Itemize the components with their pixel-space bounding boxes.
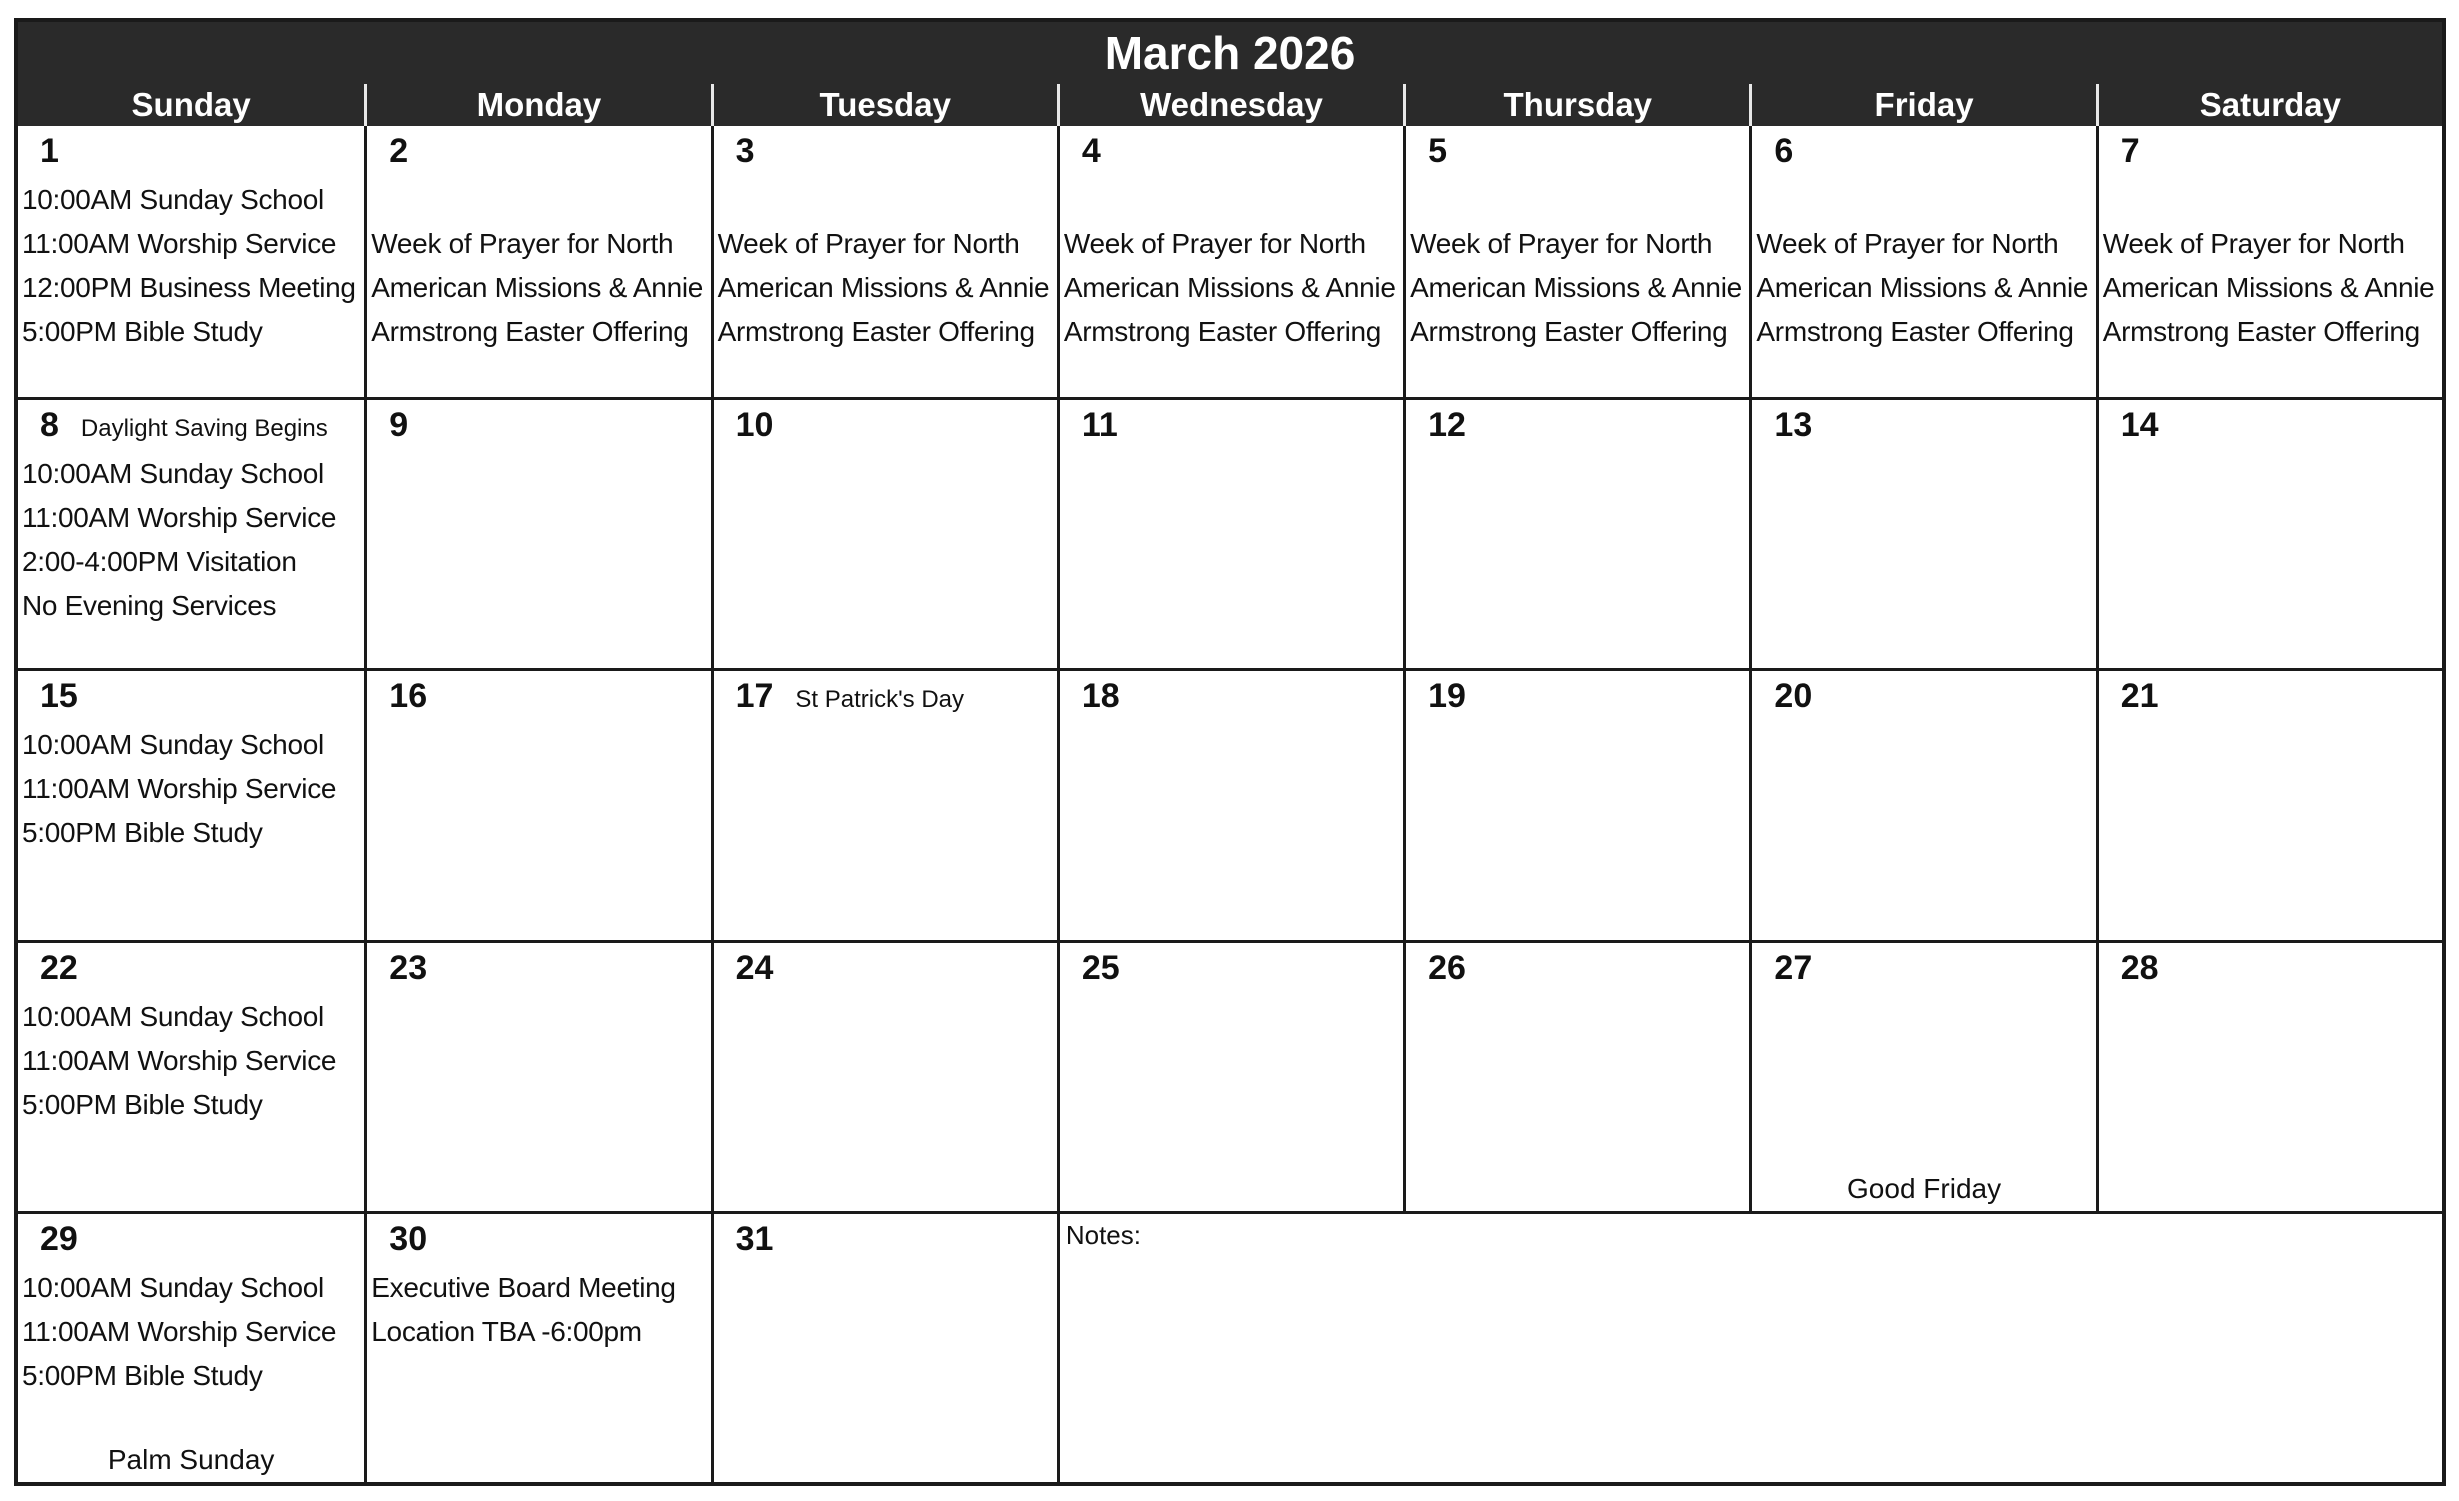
date-number: 19 <box>1428 677 1466 716</box>
date-number: 17 <box>735 677 774 716</box>
date-number: 27 <box>1774 948 1813 987</box>
weekday-header-tuesday: Tuesday <box>711 84 1057 126</box>
event-item: 11:00AM Worship Service <box>22 228 337 259</box>
event-item: American Missions & Annie <box>2102 272 2435 303</box>
date-number: 7 <box>2120 132 2140 170</box>
date-line <box>371 1220 710 1266</box>
date-number: 6 <box>1774 132 1794 170</box>
day-cell <box>1749 397 2095 668</box>
event-item: Week of Prayer for North <box>717 228 1020 259</box>
date-line <box>22 677 364 723</box>
weekday-header-wednesday: Wednesday <box>1057 84 1403 126</box>
date-line <box>718 1220 1057 1266</box>
date-line <box>1064 949 1403 995</box>
date-line <box>1756 406 2095 452</box>
weekday-header-sunday: Sunday <box>131 86 251 123</box>
day-cell <box>1057 397 1403 668</box>
event-item: No Evening Services <box>22 590 277 622</box>
date-line <box>1410 132 1749 178</box>
date-number: 29 <box>40 1219 78 1258</box>
day-cell <box>2096 126 2442 397</box>
event-item: 10:00AM Sunday School <box>22 1000 324 1032</box>
date-line <box>1756 132 2095 178</box>
date-number: 9 <box>389 406 409 445</box>
day-cell <box>18 668 364 939</box>
day-cell <box>1749 126 2095 397</box>
date-line <box>718 949 1057 995</box>
event-item: Armstrong Easter Offering <box>2102 316 2420 347</box>
event-item: American Missions & Annie <box>717 272 1050 303</box>
calendar-grid <box>18 126 2442 1482</box>
event-item: Week of Prayer for North <box>2102 228 2405 259</box>
day-cell <box>711 1211 1057 1482</box>
date-number: 13 <box>1774 406 1813 445</box>
event-list <box>22 723 364 855</box>
weekday-header-saturday: Saturday <box>2096 84 2442 126</box>
event-item: 11:00AM Worship Service <box>22 1044 337 1076</box>
event-item: 5:00PM Bible Study <box>22 316 263 347</box>
event-item: 10:00AM Sunday School <box>22 729 324 761</box>
event-item: Executive Board Meeting <box>371 1271 676 1303</box>
event-item: 11:00AM Worship Service <box>22 502 337 534</box>
event-item: 11:00AM Worship Service <box>22 773 337 805</box>
event-list <box>371 1266 710 1354</box>
day-cell <box>711 126 1057 397</box>
date-number: 28 <box>2120 948 2159 987</box>
date-line <box>718 406 1057 452</box>
event-item: 5:00PM Bible Study <box>22 1088 263 1120</box>
weekday-header-friday: Friday <box>1749 84 2095 126</box>
day-cell <box>364 668 710 939</box>
event-item: Week of Prayer for North <box>1756 228 2059 259</box>
event-item: Week of Prayer for North <box>1063 228 1366 259</box>
date-line <box>2103 677 2442 723</box>
day-cell <box>18 1211 364 1482</box>
event-item: Armstrong Easter Offering <box>1756 316 2074 347</box>
weekday-header-row <box>18 84 2442 126</box>
weekday-header-thursday: Thursday <box>1403 84 1749 126</box>
date-number: 14 <box>2120 406 2159 445</box>
day-cell <box>2096 940 2442 1211</box>
event-list <box>371 222 710 354</box>
date-number: 2 <box>389 132 409 170</box>
date-number: 15 <box>40 677 78 716</box>
day-cell <box>1403 668 1749 939</box>
date-number: 31 <box>735 1219 774 1258</box>
date-line <box>371 406 710 452</box>
date-line <box>1064 132 1403 178</box>
day-footer-note: Palm Sunday <box>107 1444 275 1475</box>
day-cell <box>711 668 1057 939</box>
date-line <box>1756 677 2095 723</box>
date-number: 25 <box>1081 948 1120 987</box>
holiday-note: St Patrick's Day <box>795 686 965 714</box>
event-item: 5:00PM Bible Study <box>22 817 263 849</box>
date-number: 24 <box>735 948 774 987</box>
event-list <box>22 178 364 354</box>
date-number: 8 <box>40 406 59 445</box>
weekday-header-monday: Monday <box>364 84 710 126</box>
day-cell <box>364 397 710 668</box>
day-cell <box>1749 668 2095 939</box>
event-item: 10:00AM Sunday School <box>22 184 324 215</box>
day-cell <box>18 940 364 1211</box>
date-line <box>1410 677 1749 723</box>
date-line <box>718 677 1057 723</box>
event-list <box>22 1266 364 1398</box>
event-list <box>2103 222 2442 354</box>
date-number: 20 <box>1774 677 1813 716</box>
date-number: 16 <box>389 677 428 716</box>
event-item: Location TBA -6:00pm <box>371 1315 642 1347</box>
date-line <box>371 132 710 178</box>
date-line <box>1064 406 1403 452</box>
day-cell <box>711 397 1057 668</box>
date-line <box>371 949 710 995</box>
date-line <box>1064 677 1403 723</box>
day-cell <box>1403 126 1749 397</box>
day-cell <box>1057 126 1403 397</box>
event-item: Week of Prayer for North <box>1410 228 1713 259</box>
date-number: 4 <box>1081 132 1101 170</box>
calendar-title: March 2026 <box>18 22 2442 84</box>
event-item: 5:00PM Bible Study <box>22 1359 263 1391</box>
event-list <box>1756 222 2095 354</box>
date-line <box>718 132 1057 178</box>
day-footer-note: Good Friday <box>1847 1172 2002 1204</box>
date-line <box>371 677 710 723</box>
date-line <box>2103 949 2442 995</box>
day-cell <box>711 940 1057 1211</box>
day-cell <box>364 126 710 397</box>
event-item: 10:00AM Sunday School <box>22 1271 324 1303</box>
date-line <box>22 1220 364 1266</box>
day-cell <box>1403 397 1749 668</box>
date-number: 30 <box>389 1219 428 1258</box>
event-item: 2:00-4:00PM Visitation <box>22 546 297 578</box>
event-item: Week of Prayer for North <box>371 228 674 259</box>
day-cell <box>1057 940 1403 1211</box>
date-line <box>2103 406 2442 452</box>
event-item: 11:00AM Worship Service <box>22 1315 337 1347</box>
date-number: 10 <box>735 406 774 445</box>
date-number: 1 <box>40 132 59 170</box>
date-line <box>1756 949 2095 995</box>
date-line <box>22 949 364 995</box>
date-line <box>1410 949 1749 995</box>
holiday-note: Daylight Saving Begins <box>80 415 328 443</box>
day-cell <box>364 1211 710 1482</box>
day-cell <box>18 126 364 397</box>
date-number: 12 <box>1428 406 1466 445</box>
event-item: 10:00AM Sunday School <box>22 458 324 490</box>
event-item: American Missions & Annie <box>1410 272 1742 303</box>
event-item: Armstrong Easter Offering <box>717 316 1035 347</box>
date-number: 23 <box>389 948 428 987</box>
day-cell <box>1057 668 1403 939</box>
date-number: 21 <box>2120 677 2159 716</box>
event-item: American Missions & Annie <box>1756 272 2089 303</box>
event-list <box>718 222 1057 354</box>
date-line <box>22 406 364 452</box>
day-cell <box>2096 668 2442 939</box>
date-number: 3 <box>735 132 755 170</box>
date-line <box>1410 406 1749 452</box>
event-item: Armstrong Easter Offering <box>1063 316 1382 347</box>
date-number: 22 <box>40 948 78 987</box>
day-cell <box>18 397 364 668</box>
event-list <box>1410 222 1749 354</box>
date-line <box>22 132 364 178</box>
day-cell <box>364 940 710 1211</box>
day-cell <box>1749 940 2095 1211</box>
date-number: 26 <box>1428 948 1466 987</box>
event-item: 12:00PM Business Meeting <box>22 272 356 303</box>
event-item: Armstrong Easter Offering <box>1410 316 1728 347</box>
notes-area <box>1057 1211 2442 1482</box>
event-item: American Missions & Annie <box>371 272 704 303</box>
date-number: 5 <box>1428 132 1448 170</box>
event-item: Armstrong Easter Offering <box>371 316 689 347</box>
notes-label: Notes: <box>1065 1219 1141 1250</box>
event-list <box>1064 222 1403 354</box>
date-number: 11 <box>1081 406 1118 445</box>
event-list <box>22 995 364 1127</box>
day-cell <box>1403 940 1749 1211</box>
event-list <box>22 452 364 628</box>
event-item: American Missions & Annie <box>1063 272 1396 303</box>
day-cell <box>2096 397 2442 668</box>
date-number: 18 <box>1081 677 1120 716</box>
calendar <box>14 18 2446 1486</box>
date-line <box>2103 132 2442 178</box>
